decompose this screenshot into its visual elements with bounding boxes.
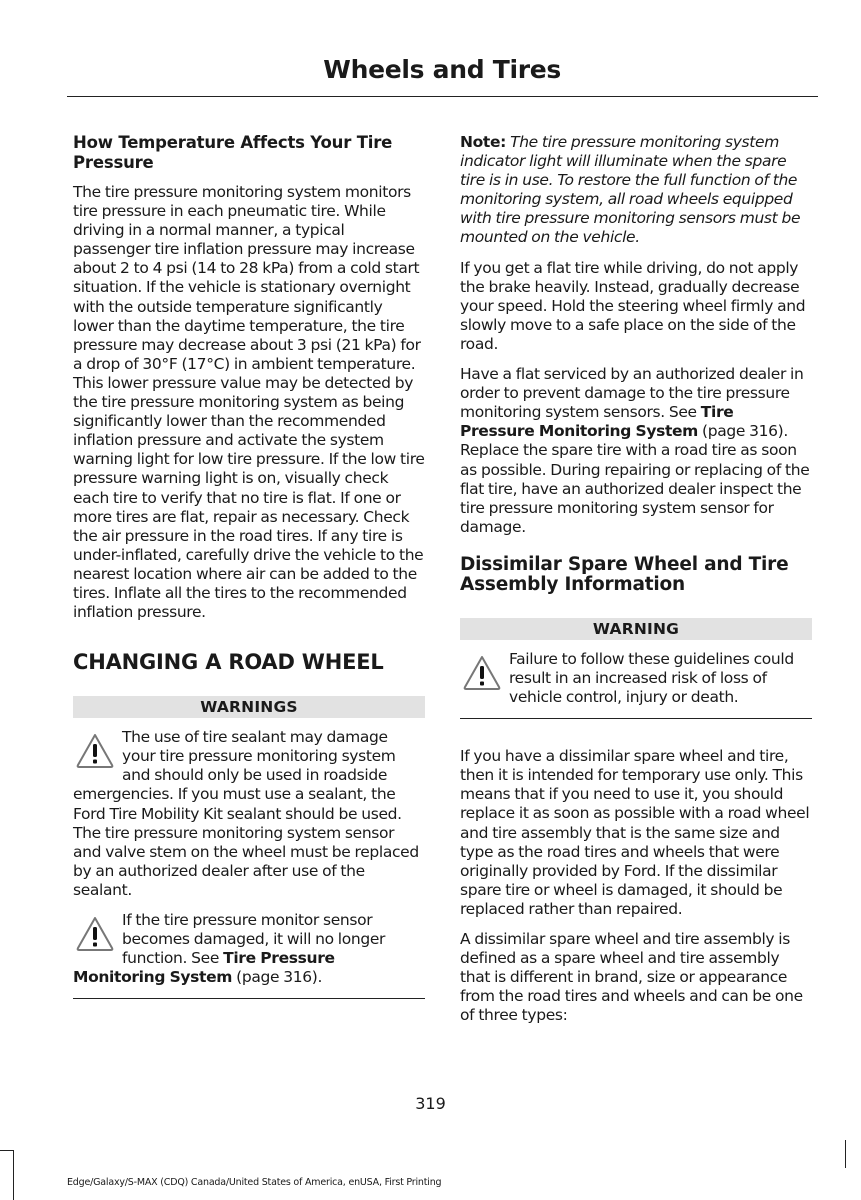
crop-mark — [0, 1150, 14, 1151]
crop-mark — [13, 1150, 14, 1200]
warning-triangle-icon — [75, 732, 115, 770]
note-label: Note: — [460, 133, 506, 151]
flat-tire-paragraph: If you get a flat tire while driving, do not apply the brake heavily. Instead, gradually decrease your speed. Hold the steering wheel firmly and slowly move to a safe place on the side of the road. — [460, 258, 806, 353]
page-number: 319 — [415, 1094, 446, 1113]
warning-triangle-icon — [75, 915, 115, 953]
warning-item-sealant — [73, 728, 425, 900]
warning-end-divider — [460, 718, 812, 719]
warning-item-guidelines — [460, 650, 812, 707]
spare-tire-note — [460, 133, 812, 248]
dissimilar-paragraph-2: A dissimilar spare wheel and tire assembly is defined as a spare wheel and tire assembly that is different in brand, size or appearance from the road tires and wheels and can be one of three types: — [460, 930, 803, 1025]
warnings-end-divider — [73, 998, 425, 999]
edition-footer: Edge/Galaxy/S-MAX (CDQ) Canada/United States of America, enUSA, First Printing — [67, 1177, 442, 1188]
warning-sensor-text — [73, 911, 425, 987]
note-body: The tire pressure monitoring system indicator light will illuminate when the spare tire is in use. To restore the full function of the monitoring system, all road wheels equipped with tire pressure monitoring sensors must be mounted on the vehicle. — [460, 133, 801, 247]
warning-sensor-body: If the tire pressure monitor sensor becomes damaged, it will no longer function. See — [122, 911, 386, 968]
dissimilar-paragraph-1: If you have a dissimilar spare wheel and tire, then it is intended for temporary use only. This means that if you need to use it, you should replace it as soon as possible with a road wheel and tire assembly that is the same size and type as the road tires and wheels that were originally provided by Ford. If the dissimilar spare tire or wheel is damaged, it should be replaced rather than repaired. — [460, 747, 810, 918]
left-column — [73, 133, 425, 999]
service-paragraph — [460, 365, 812, 537]
warnings-banner: WARNINGS — [73, 696, 425, 718]
service-text-start: Have a flat serviced by an authorized dealer in order to prevent damage to the tire pressure monitoring system sensors. See — [460, 365, 804, 422]
changing-road-wheel-heading: CHANGING A ROAD WHEEL — [73, 650, 384, 675]
service-text-end: (page 316). Replace the spare tire with a road tire as soon as possible. During repairing or replacing of the flat tire, have an authorized dealer inspect the tire pressure monitoring system sensor for damage. — [460, 422, 810, 536]
warning-sensor-page-ref: (page 316). — [232, 968, 323, 987]
warning-triangle-icon — [462, 654, 502, 692]
tpms-cross-reference-link[interactable]: Tire Pressure Monitoring System — [460, 403, 734, 441]
page-title: Wheels and Tires — [323, 55, 561, 84]
warning-item-sensor — [73, 911, 425, 987]
crop-mark — [845, 1140, 846, 1168]
warning-guidelines-text: Failure to follow these guidelines could result in an increased risk of loss of vehicle control, injury or death. — [509, 649, 794, 707]
tpms-cross-reference-link[interactable]: Tire Pressure Monitoring System — [73, 949, 335, 987]
dissimilar-spare-heading: Dissimilar Spare Wheel and Tire Assembly Information — [460, 553, 789, 595]
warning-banner: WARNING — [460, 618, 812, 640]
temperature-paragraph: The tire pressure monitoring system monitors tire pressure in each pneumatic tire. While driving in a normal manner, a typical passenger tire inflation pressure may increase about 2 to 4 psi (14 to 28 kPa) from a cold start situation. If the vehicle is stationary overnight with the outside temperature significantly lower than the daytime temperature, the tire pressure may decrease about 3 psi (21 kPa) for a drop of 30°F (17°C) in ambient temperature. This lower pressure value may be detected by the tire pressure monitoring system as being significantly lower than the recommended inflation pressure and activate the system warning light for low tire pressure. If the low tire pressure warning light is on, visually check each tire to verify that no tire is flat. If one or more tires are flat, repair as necessary. Check the air pressure in the road tires. If any tire is under-inflated, carefully drive the vehicle to the nearest location where air can be added to the tires. Inflate all the tires to the recommended inflation pressure. — [73, 183, 425, 622]
header-divider — [67, 96, 818, 97]
temperature-heading: How Temperature Affects Your Tire Pressure — [73, 133, 393, 172]
warning-sealant-text: The use of tire sealant may damage your tire pressure monitoring system and should only be used in roadside emergencies. If you must use a sealant, the Ford Tire Mobility Kit sealant should be used. The tire pressure monitoring system sensor and valve stem on the wheel must be replaced by an authorized dealer after use of the sealant. — [73, 728, 419, 899]
right-column — [460, 133, 812, 1036]
